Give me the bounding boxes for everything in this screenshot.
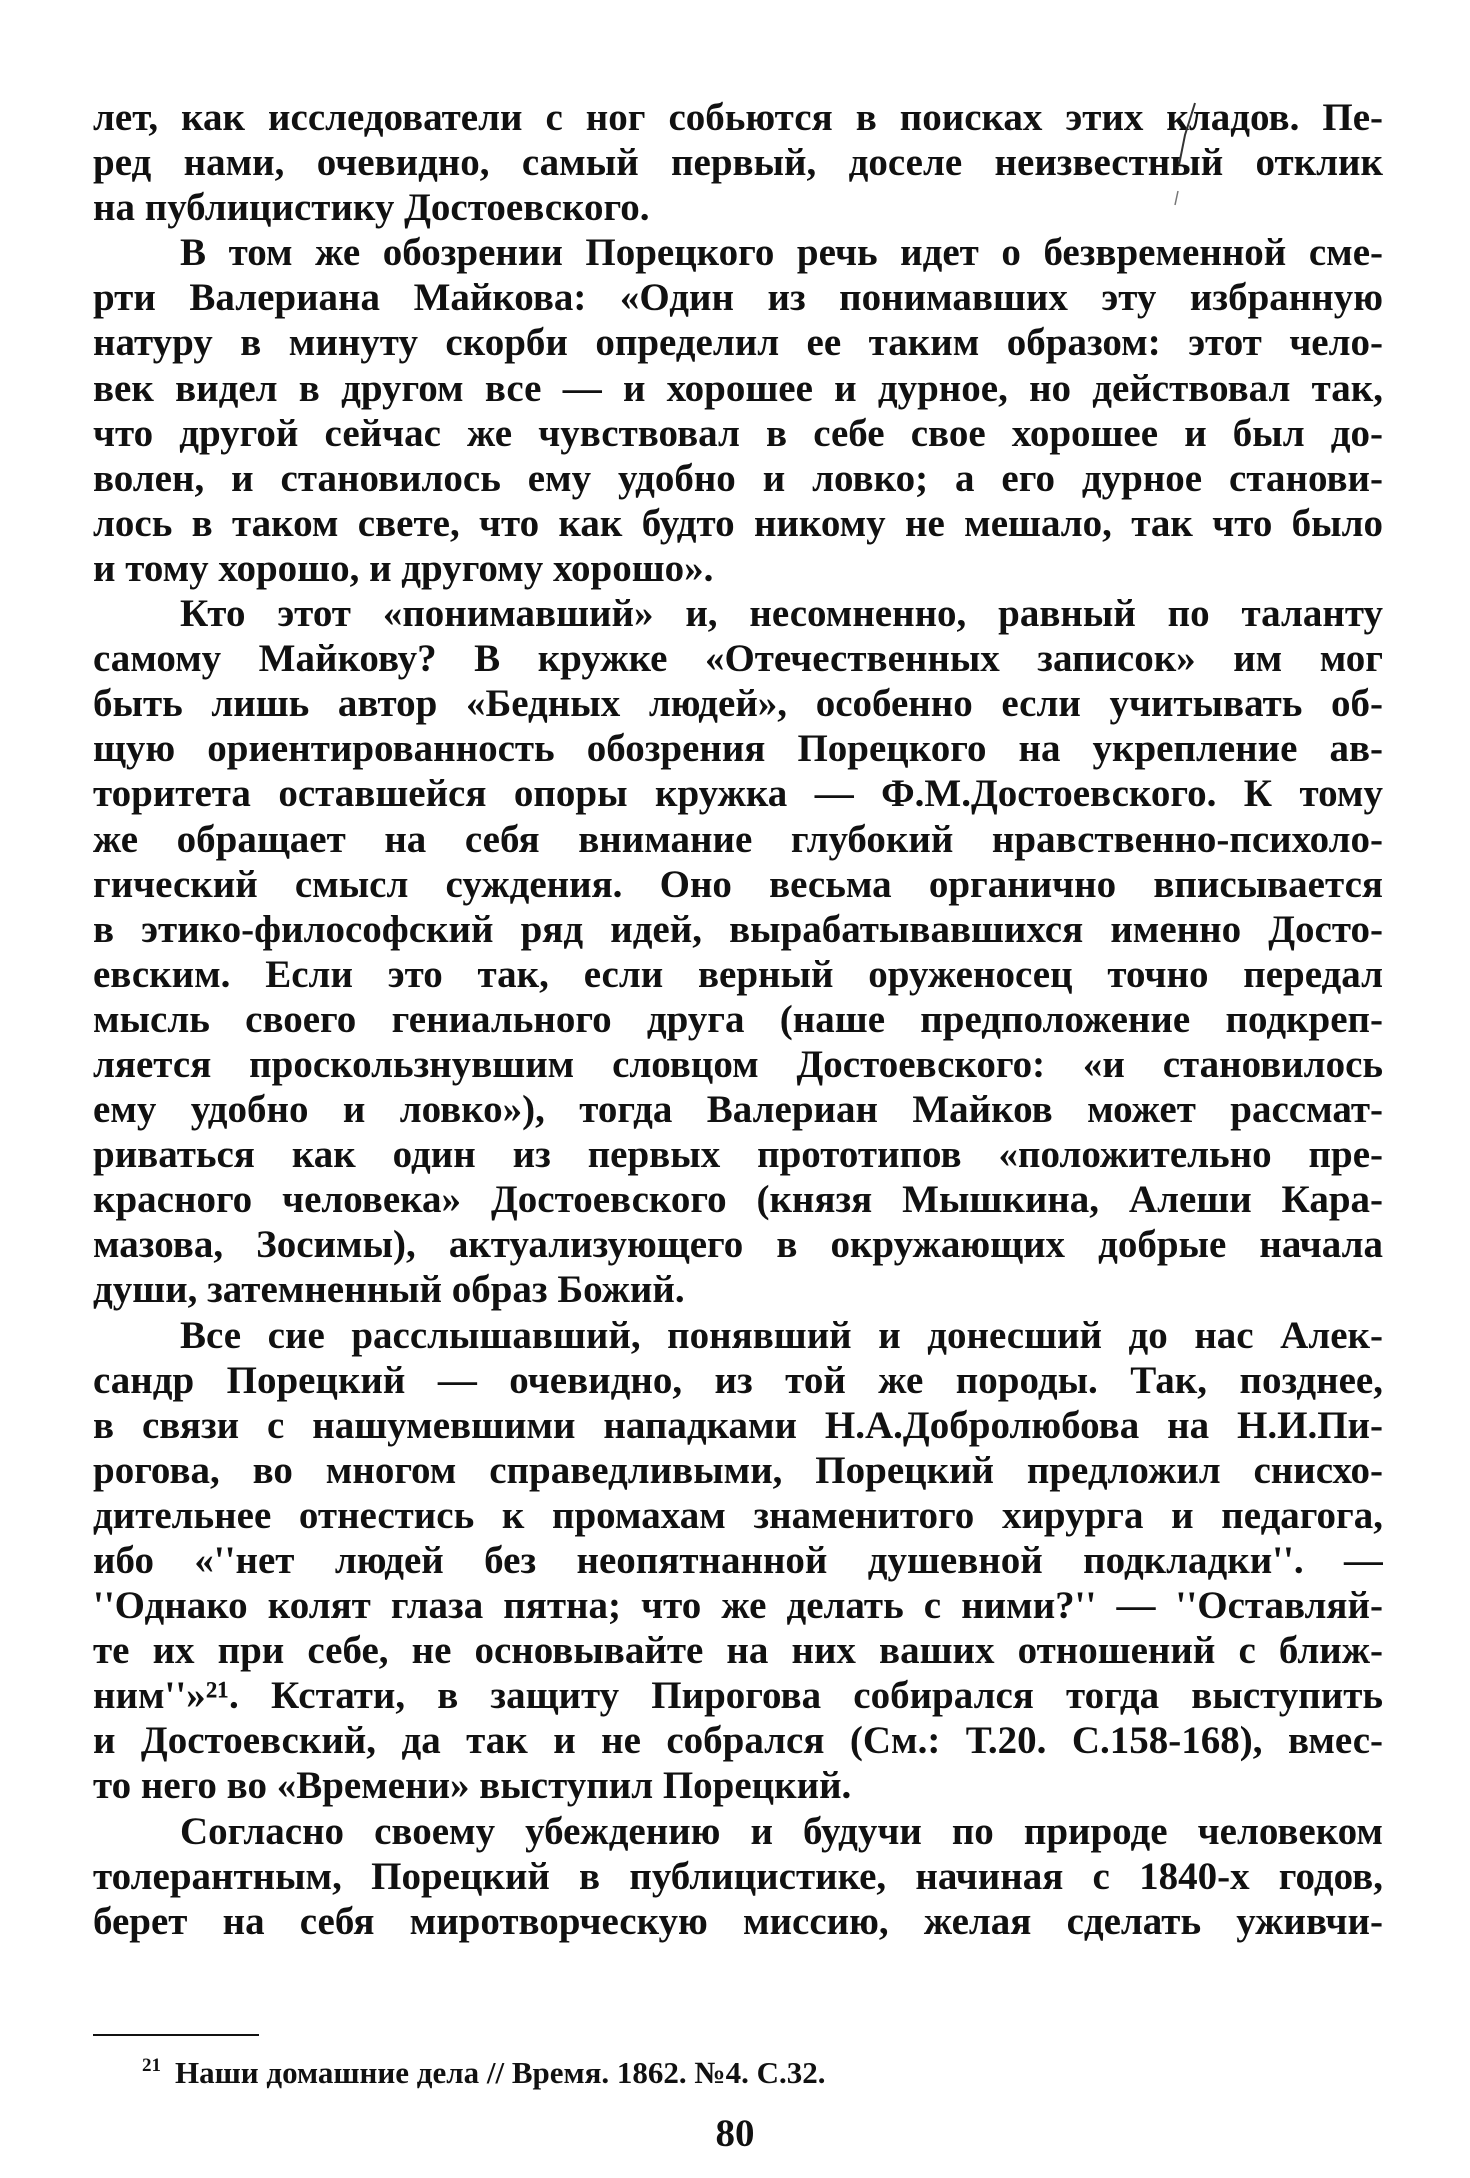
text-line: риваться как один из первых прототипов «положительно пре- xyxy=(93,1133,1383,1177)
text-line: красного человека» Достоевского (князя Мышкина, Алеши Кара- xyxy=(93,1178,1383,1222)
pen-stroke-mark xyxy=(1165,95,1201,235)
text-line: мысль своего гениального друга (наше предположение подкреп- xyxy=(93,997,1383,1041)
footnote-text: Наши домашние дела // Время. 1862. №4. С.32. xyxy=(175,2055,826,2090)
text-line: лось в таком свете, что как будто никому не мешало, так что было xyxy=(93,501,1383,545)
text-line: дительнее отнестись к промахам знаменитого хирурга и педагога, xyxy=(93,1493,1383,1537)
text-line: натуру в минуту скорби определил ее таким образом: этот чело- xyxy=(93,321,1383,365)
text-line: Согласно своему убеждению и будучи по природе человеком xyxy=(180,1809,1383,1853)
text-line: те их при себе, не основывайте на них ваших отношений с ближ- xyxy=(93,1629,1383,1673)
text-line: век видел в другом все — и хорошее и дурное, но действовал так, xyxy=(93,366,1383,410)
text-line: в этико-философский ряд идей, вырабатывавшихся именно Досто- xyxy=(93,907,1383,951)
text-line: ред нами, очевидно, самый первый, доселе неизвестный отклик xyxy=(93,141,1383,185)
page-number: 80 xyxy=(715,2112,755,2155)
text-line: ним''»²¹. Кстати, в защиту Пирогова собирался тогда выступить xyxy=(93,1674,1383,1718)
text-line: что другой сейчас же чувствовал в себе свое хорошее и был до- xyxy=(93,411,1383,455)
text-line: сандр Порецкий — очевидно, из той же породы. Так, позднее, xyxy=(93,1358,1383,1402)
text-line: торитета оставшейся опоры кружка — Ф.М.Достоевского. К тому xyxy=(93,772,1383,816)
text-line: рогова, во многом справедливыми, Порецкий предложил снисхо- xyxy=(93,1448,1383,1492)
text-line: на публицистику Достоевского. xyxy=(93,186,650,230)
text-line: волен, и становилось ему удобно и ловко; а его дурное станови- xyxy=(93,456,1383,500)
footnote-mark: 21 xyxy=(142,2055,161,2076)
text-line: быть лишь автор «Бедных людей», особенно если учитывать об- xyxy=(93,682,1383,726)
footnote xyxy=(142,2046,825,2093)
text-line: Все сие расслышавший, понявший и донесший до нас Алек- xyxy=(180,1313,1383,1357)
page-body xyxy=(93,95,1383,1944)
text-line: в связи с нашумевшими нападками Н.А.Добролюбова на Н.И.Пи- xyxy=(93,1403,1383,1447)
text-line: ему удобно и ловко»), тогда Валериан Майков может рассмат- xyxy=(93,1088,1383,1132)
text-line: евским. Если это так, если верный оруженосец точно передал xyxy=(93,952,1383,996)
text-line: то него во «Времени» выступил Порецкий. xyxy=(93,1764,852,1808)
text-line: рти Валериана Майкова: «Один из понимавших эту избранную xyxy=(93,276,1383,320)
text-line: толерантным, Порецкий в публицистике, начиная с 1840-х годов, xyxy=(93,1854,1383,1898)
text-line: щую ориентированность обозрения Порецкого на укрепление ав- xyxy=(93,727,1383,771)
text-line: самому Майкову? В кружке «Отечественных записок» им мог xyxy=(93,637,1383,681)
text-line: В том же обозрении Порецкого речь идет о безвременной сме- xyxy=(180,231,1383,275)
text-line: лет, как исследователи с ног собьются в поисках этих кладов. Пе- xyxy=(93,96,1383,139)
text-line: ''Однако колят глаза пятна; что же делать с ними?'' — ''Оставляй- xyxy=(93,1584,1383,1628)
text-line: берет на себя миротворческую миссию, желая сделать уживчи- xyxy=(93,1899,1383,1943)
text-line: же обращает на себя внимание глубокий нравственно-психоло- xyxy=(93,817,1383,861)
text-line: Кто этот «понимавший» и, несомненно, равный по таланту xyxy=(180,592,1383,636)
text-line: и Достоевский, да так и не собрался (См.: Т.20. С.158-168), вмес- xyxy=(93,1719,1383,1763)
text-line: гический смысл суждения. Оно весьма органично вписывается xyxy=(93,862,1383,906)
text-line: ляется проскользнувшим словцом Достоевского: «и становилось xyxy=(93,1042,1383,1086)
text-line: ибо «''нет людей без неопятнанной душевной подкладки''. — xyxy=(93,1539,1383,1582)
footnote-rule xyxy=(93,2034,259,2036)
text-line: мазова, Зосимы), актуализующего в окружающих добрые начала xyxy=(93,1223,1383,1267)
text-line: души, затемненный образ Божий. xyxy=(93,1268,685,1312)
text-line: и тому хорошо, и другому хорошо». xyxy=(93,546,714,590)
